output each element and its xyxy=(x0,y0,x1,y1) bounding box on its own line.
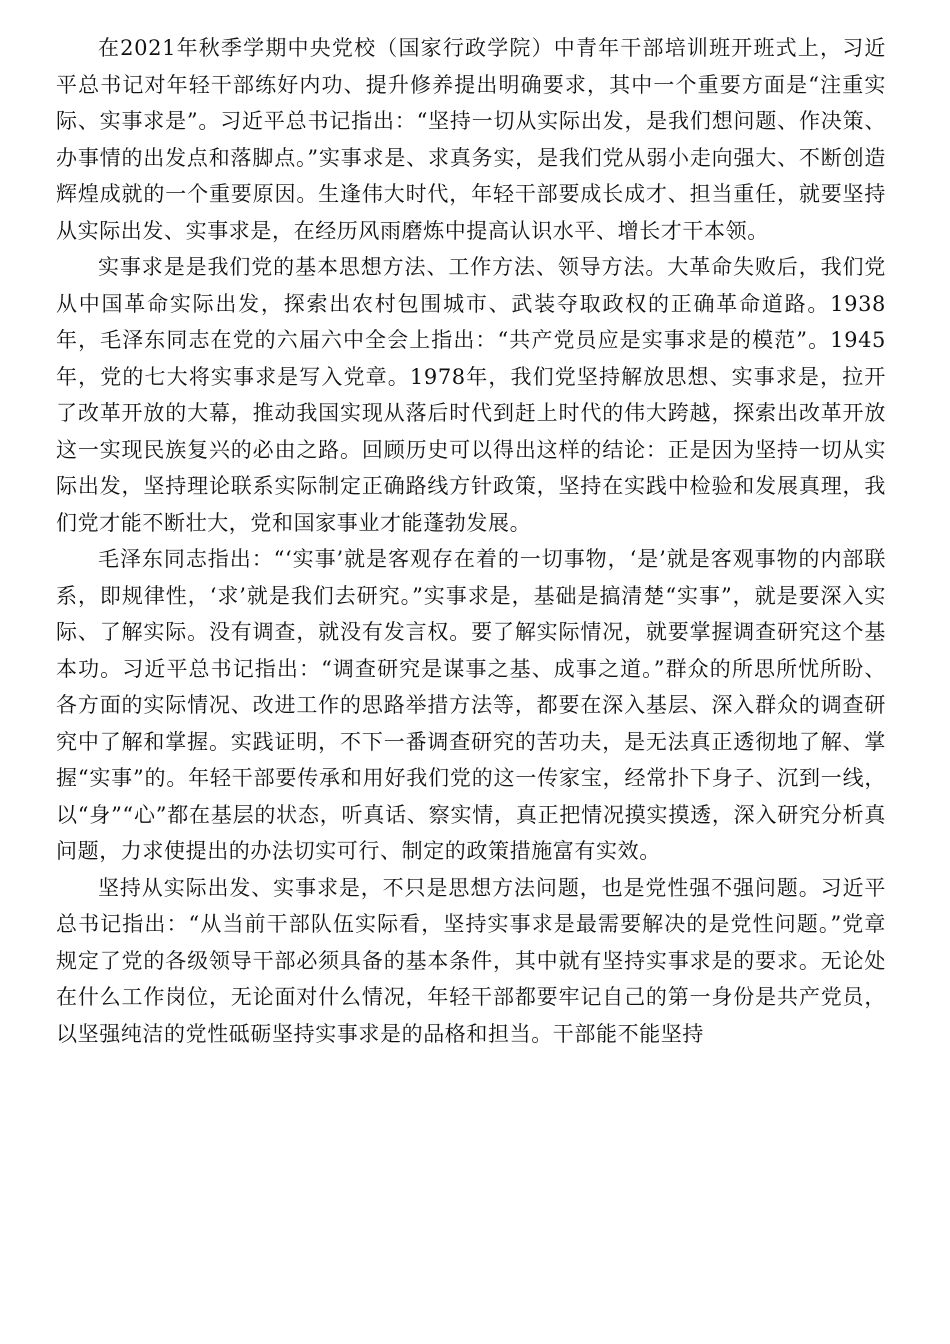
paragraph: 毛泽东同志指出：“‘实事’就是客观存在着的一切事物，‘是’就是客观事物的内部联系，即规律性，‘求’就是我们去研究。”实事求是，基础是搞清楚“实事”，就是要深入实际、了解实际。没有调查，就没有发言权。要了解实际情况，就要掌握调查研究这个基本功。习近平总书记指出：“调查研究是谋事之基、成事之道。”群众的所思所忧所盼、各方面的实际情况、改进工作的思路举措方法等，都要在深入基层、深入群众的调查研究中了解和掌握。实践证明，不下一番调查研究的苦功夫，是无法真正透彻地了解、掌握“实事”的。年轻干部要传承和用好我们党的这一传家宝，经常扑下身子、沉到一线，以“身”“心”都在基层的状态，听真话、察实情，真正把情况摸实摸透，深入研究分析真问题，力求使提出的办法切实可行、制定的政策措施富有实效。 xyxy=(56,547,886,863)
document-page xyxy=(56,30,886,1052)
paragraph: 坚持从实际出发、实事求是，不只是思想方法问题，也是党性强不强问题。习近平总书记指出：“从当前干部队伍实际看，坚持实事求是最需要解决的是党性问题。”党章规定了党的各级领导干部必须具备的基本条件，其中就有坚持实事求是的要求。无论处在什么工作岗位，无论面对什么情况，年轻干部都要牢记自己的第一身份是共产党员，以坚强纯洁的党性砥砺坚持实事求是的品格和担当。干部能不能坚持 xyxy=(56,875,886,1046)
paragraph: 在2021年秋季学期中央党校（国家行政学院）中青年干部培训班开班式上，习近平总书记对年轻干部练好内功、提升修养提出明确要求，其中一个重要方面是“注重实际、实事求是”。习近平总书记指出：“坚持一切从实际出发，是我们想问题、作决策、办事情的出发点和落脚点。”实事求是、求真务实，是我们党从弱小走向强大、不断创造辉煌成就的一个重要原因。生逢伟大时代，年轻干部要成长成才、担当重任，就要坚持从实际出发、实事求是，在经历风雨磨炼中提高认识水平、增长才干本领。 xyxy=(56,36,886,243)
paragraph: 实事求是是我们党的基本思想方法、工作方法、领导方法。大革命失败后，我们党从中国革命实际出发，探索出农村包围城市、武装夺取政权的正确革命道路。1938年，毛泽东同志在党的六届六中全会上指出：“共产党员应是实事求是的模范”。1945年，党的七大将实事求是写入党章。1978年，我们党坚持解放思想、实事求是，拉开了改革开放的大幕，推动我国实现从落后时代到赶上时代的伟大跨越，探索出改革开放这一实现民族复兴的必由之路。回顾历史可以得出这样的结论：正是因为坚持一切从实际出发，坚持理论联系实际制定正确路线方针政策，坚持在实践中检验和发展真理，我们党才能不断壮大，党和国家事业才能蓬勃发展。 xyxy=(56,255,886,535)
